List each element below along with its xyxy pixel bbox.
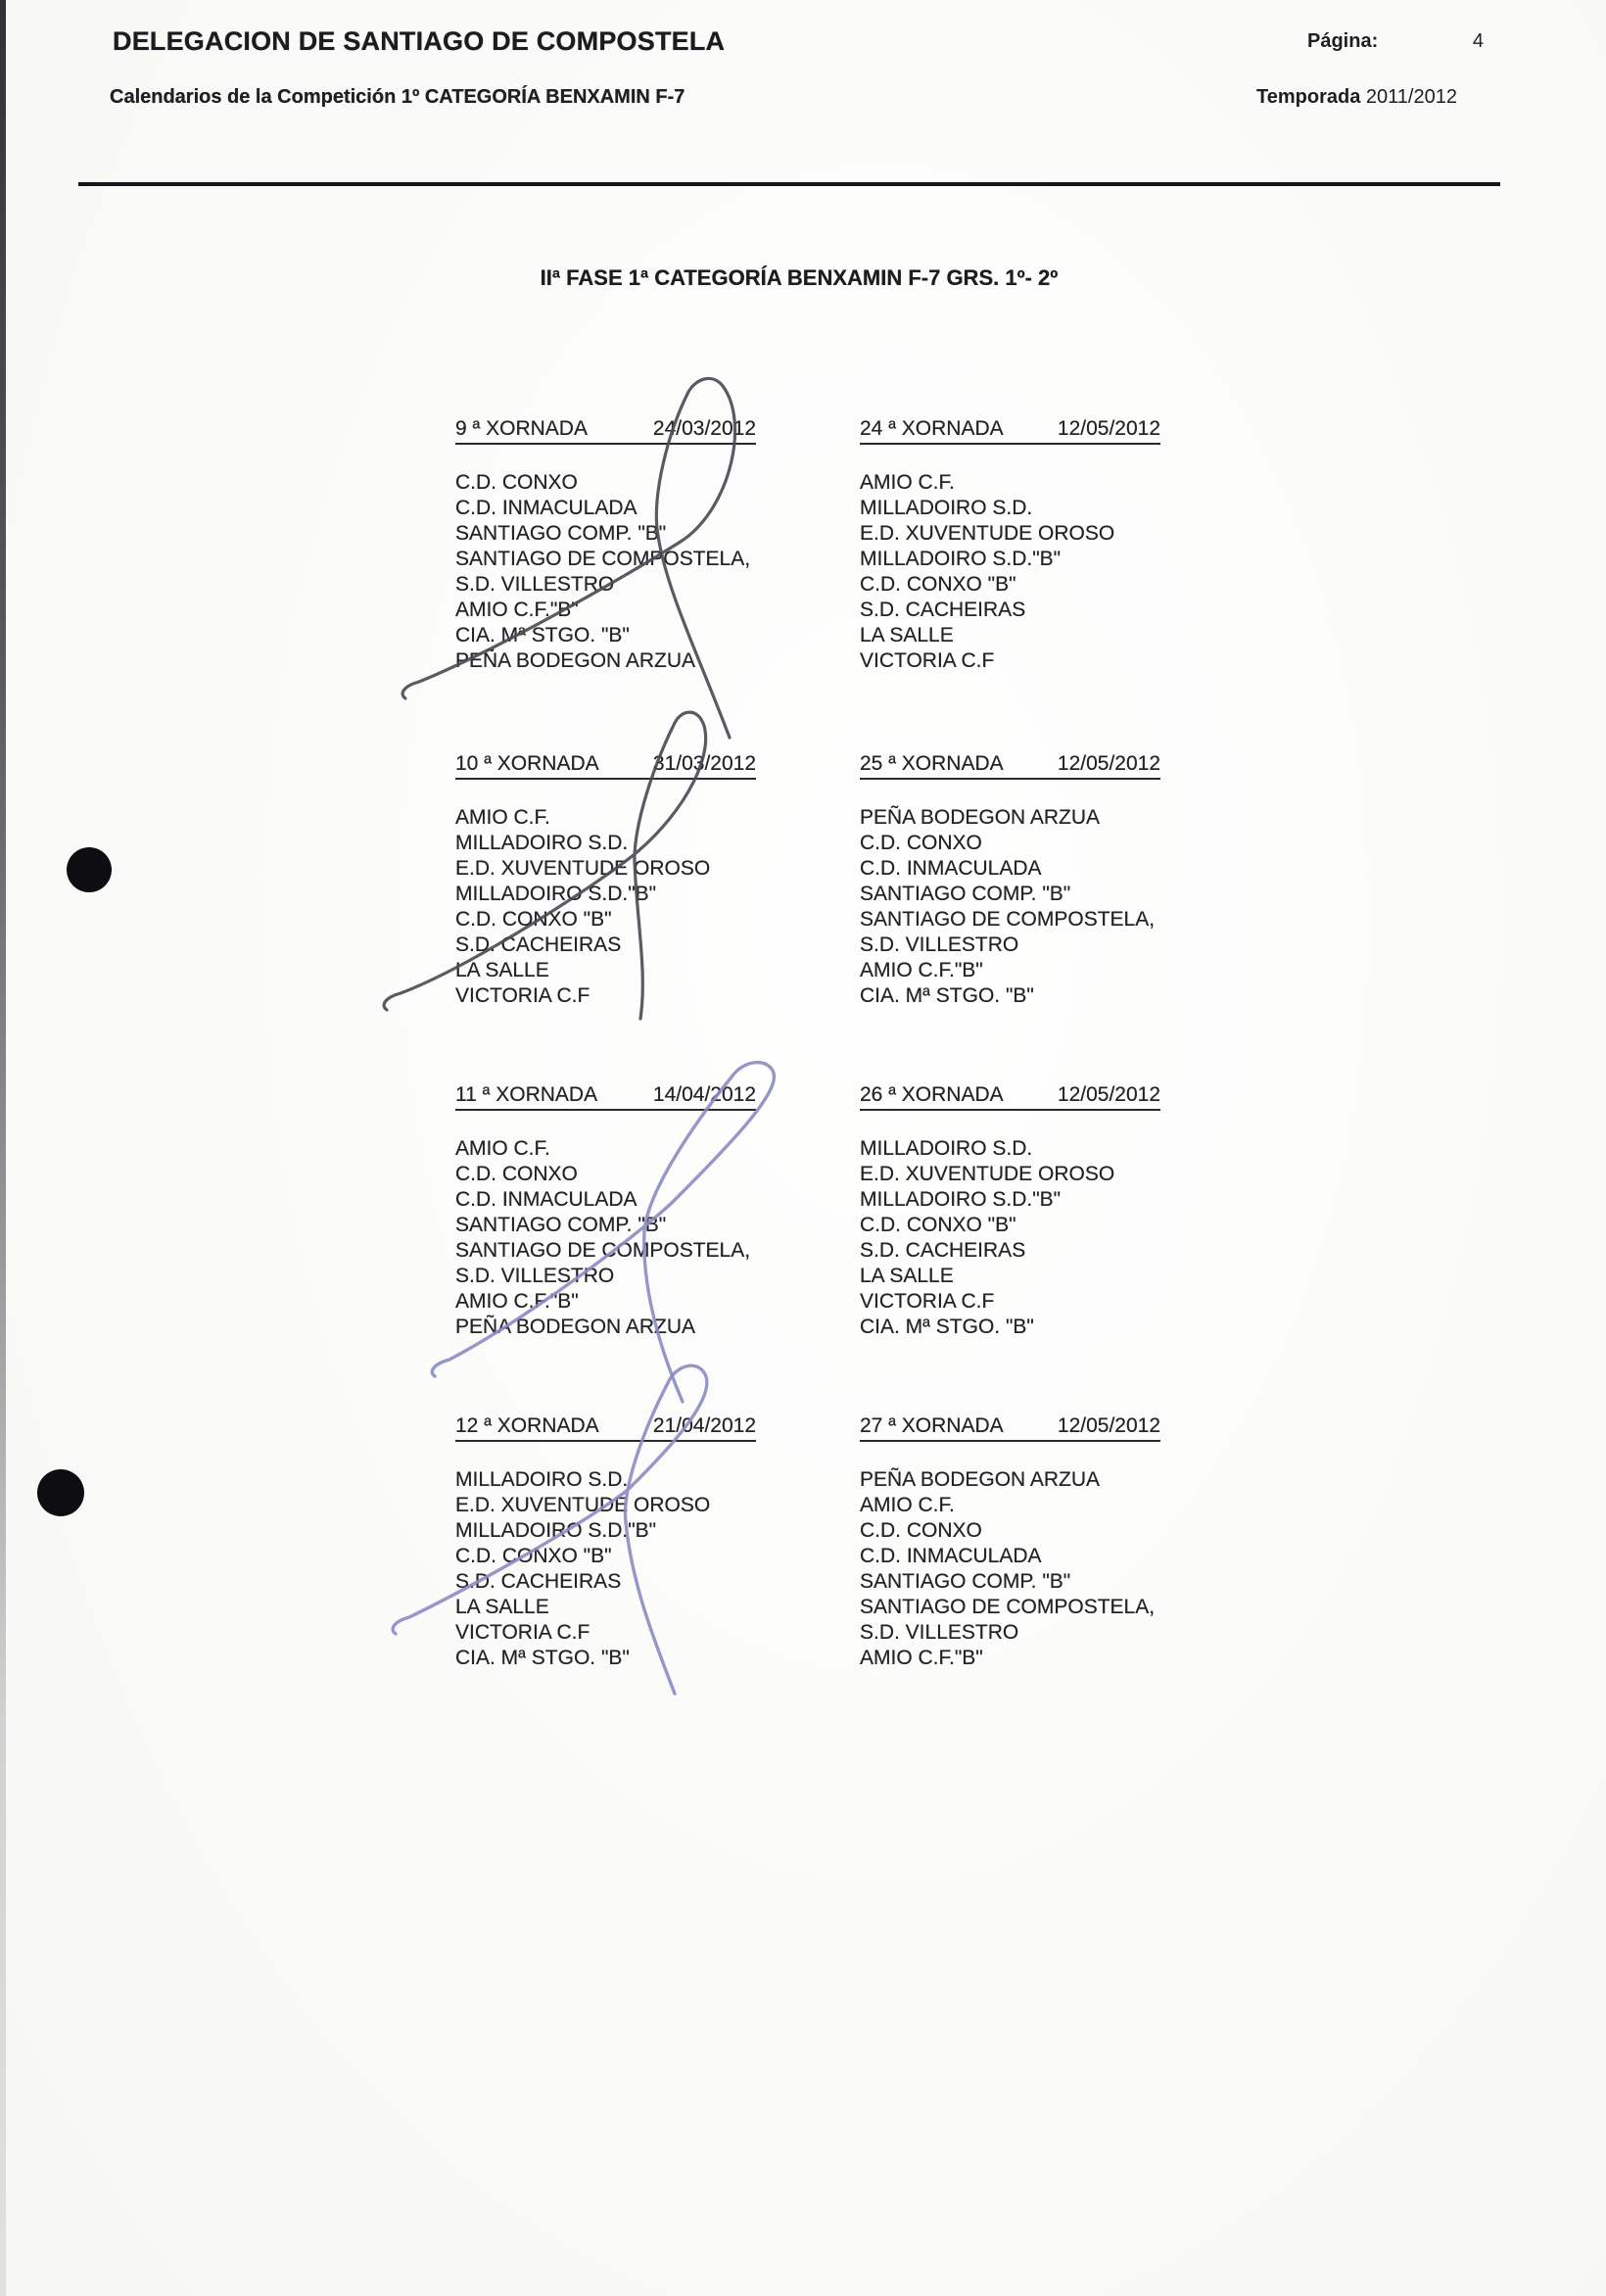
round-header (860, 1083, 1160, 1111)
team-name: AMIO C.F."B" (860, 1647, 983, 1669)
team-name: MILLADOIRO S.D."B" (860, 548, 1062, 570)
team-name: CIA. Mª STGO. "B" (455, 1647, 630, 1669)
team-name: PEÑA BODEGON ARZUA (455, 649, 696, 672)
team-name: E.D. XUVENTUDE OROSO (455, 1494, 711, 1516)
round-date: 24/03/2012 (652, 417, 756, 440)
round-header (455, 417, 756, 445)
round-name: 27 ª XORNADA (860, 1414, 1004, 1437)
round-name: 26 ª XORNADA (860, 1083, 1004, 1106)
team-name: VICTORIA C.F (455, 1621, 590, 1644)
hole-punch-top (67, 847, 112, 892)
team-name: C.D. CONXO (455, 1163, 578, 1185)
team-name: MILLADOIRO S.D. (455, 832, 629, 854)
round-header (455, 1414, 756, 1442)
team-name: MILLADOIRO S.D."B" (455, 883, 657, 905)
team-name: LA SALLE (860, 1265, 954, 1287)
team-name: AMIO C.F. (455, 1137, 550, 1160)
team-name: SANTIAGO DE COMPOSTELA, (860, 908, 1156, 931)
round-name: 24 ª XORNADA (860, 417, 1004, 440)
header-divider-rule (78, 182, 1500, 186)
team-name: S.D. VILLESTRO (455, 573, 615, 596)
team-name: E.D. XUVENTUDE OROSO (860, 1163, 1115, 1185)
team-name: C.D. CONXO "B" (455, 908, 612, 931)
team-name: C.D. CONXO "B" (455, 1545, 612, 1567)
team-name: S.D. VILLESTRO (455, 1265, 615, 1287)
round-teams-list (455, 1136, 756, 1340)
round-block (860, 1414, 1160, 1671)
team-name: PEÑA BODEGON ARZUA (860, 806, 1101, 829)
round-header (860, 417, 1160, 445)
team-name: AMIO C.F. (455, 806, 550, 829)
team-name: S.D. CACHEIRAS (455, 1570, 622, 1593)
team-name: SANTIAGO COMP. "B" (455, 522, 667, 545)
round-block (455, 1083, 756, 1340)
team-name: LA SALLE (455, 1596, 549, 1618)
team-name: MILLADOIRO S.D. (860, 497, 1033, 519)
team-name: C.D. CONXO "B" (860, 1214, 1016, 1236)
team-name: CIA. Mª STGO. "B" (860, 1315, 1034, 1338)
round-name: 9 ª XORNADA (455, 417, 588, 440)
competition-subtitle: Calendarios de la Competición 1º CATEGORÍA BENXAMIN F-7 (110, 86, 685, 108)
team-name: MILLADOIRO S.D. (860, 1137, 1033, 1160)
team-name: MILLADOIRO S.D."B" (455, 1519, 657, 1542)
round-header (860, 752, 1160, 780)
round-name: 10 ª XORNADA (455, 752, 599, 775)
team-name: S.D. CACHEIRAS (455, 933, 622, 956)
organization-title: DELEGACION DE SANTIAGO DE COMPOSTELA (113, 26, 726, 56)
round-teams-list (455, 805, 756, 1009)
team-name: AMIO C.F."B" (455, 1290, 579, 1313)
team-name: C.D. INMACULADA (860, 1545, 1042, 1567)
page-label: Página: (1307, 30, 1379, 52)
round-block (455, 752, 756, 1009)
season-value: 2011/2012 (1365, 86, 1457, 108)
team-name: AMIO C.F. (860, 471, 955, 494)
team-name: S.D. CACHEIRAS (860, 1239, 1026, 1262)
round-date: 12/05/2012 (1057, 752, 1160, 775)
team-name: E.D. XUVENTUDE OROSO (860, 522, 1115, 545)
round-block (860, 1083, 1160, 1340)
team-name: MILLADOIRO S.D. (455, 1468, 629, 1491)
team-name: AMIO C.F."B" (455, 598, 579, 621)
team-name: CIA. Mª STGO. "B" (860, 984, 1034, 1007)
round-date: 31/03/2012 (652, 752, 756, 775)
round-header (455, 752, 756, 780)
team-name: VICTORIA C.F (455, 984, 590, 1007)
round-teams-list (860, 470, 1160, 674)
round-name: 11 ª XORNADA (455, 1083, 598, 1106)
team-name: S.D. VILLESTRO (860, 1621, 1019, 1644)
team-name: S.D. CACHEIRAS (860, 598, 1026, 621)
round-date: 12/05/2012 (1057, 417, 1160, 440)
round-teams-list (455, 470, 756, 674)
team-name: S.D. VILLESTRO (860, 933, 1019, 956)
page-number: 4 (1472, 30, 1484, 52)
team-name: VICTORIA C.F (860, 649, 995, 672)
team-name: SANTIAGO DE COMPOSTELA, (860, 1596, 1156, 1618)
team-name: SANTIAGO COMP. "B" (860, 1570, 1071, 1593)
team-name: C.D. CONXO (455, 471, 578, 494)
round-teams-list (860, 1136, 1160, 1340)
season-label: Temporada (1256, 86, 1361, 108)
round-date: 14/04/2012 (652, 1083, 756, 1106)
team-name: VICTORIA C.F (860, 1290, 995, 1313)
round-block (455, 1414, 756, 1671)
team-name: AMIO C.F."B" (860, 959, 983, 981)
team-name: AMIO C.F. (860, 1494, 955, 1516)
team-name: SANTIAGO DE COMPOSTELA, (455, 548, 751, 570)
round-block (860, 417, 1160, 674)
round-header (860, 1414, 1160, 1442)
season-line (1256, 86, 1457, 109)
round-block (860, 752, 1160, 1009)
team-name: CIA. Mª STGO. "B" (455, 624, 630, 646)
round-teams-list (860, 1467, 1160, 1671)
team-name: C.D. CONXO (860, 832, 982, 854)
team-name: PEÑA BODEGON ARZUA (860, 1468, 1101, 1491)
team-name: MILLADOIRO S.D."B" (860, 1188, 1062, 1211)
hole-punch-bottom (37, 1469, 84, 1516)
team-name: SANTIAGO COMP. "B" (860, 883, 1071, 905)
team-name: PEÑA BODEGON ARZUA (455, 1315, 696, 1338)
team-name: C.D. CONXO (860, 1519, 982, 1542)
team-name: SANTIAGO COMP. "B" (455, 1214, 667, 1236)
team-name: C.D. INMACULADA (455, 497, 638, 519)
round-teams-list (860, 805, 1160, 1009)
team-name: C.D. CONXO "B" (860, 573, 1016, 596)
round-block (455, 417, 756, 674)
team-name: C.D. INMACULADA (860, 857, 1042, 880)
round-teams-list (455, 1467, 756, 1671)
round-date: 21/04/2012 (652, 1414, 756, 1437)
round-date: 12/05/2012 (1057, 1414, 1160, 1437)
round-name: 12 ª XORNADA (455, 1414, 599, 1437)
scan-edge-shadow (0, 0, 6, 2296)
round-header (455, 1083, 756, 1111)
round-date: 12/05/2012 (1057, 1083, 1160, 1106)
team-name: E.D. XUVENTUDE OROSO (455, 857, 711, 880)
team-name: LA SALLE (860, 624, 954, 646)
team-name: SANTIAGO DE COMPOSTELA, (455, 1239, 751, 1262)
team-name: C.D. INMACULADA (455, 1188, 638, 1211)
round-name: 25 ª XORNADA (860, 752, 1004, 775)
phase-title: IIª FASE 1ª CATEGORÍA BENXAMIN F-7 GRS. 1º- 2º (540, 265, 1059, 290)
team-name: LA SALLE (455, 959, 549, 981)
